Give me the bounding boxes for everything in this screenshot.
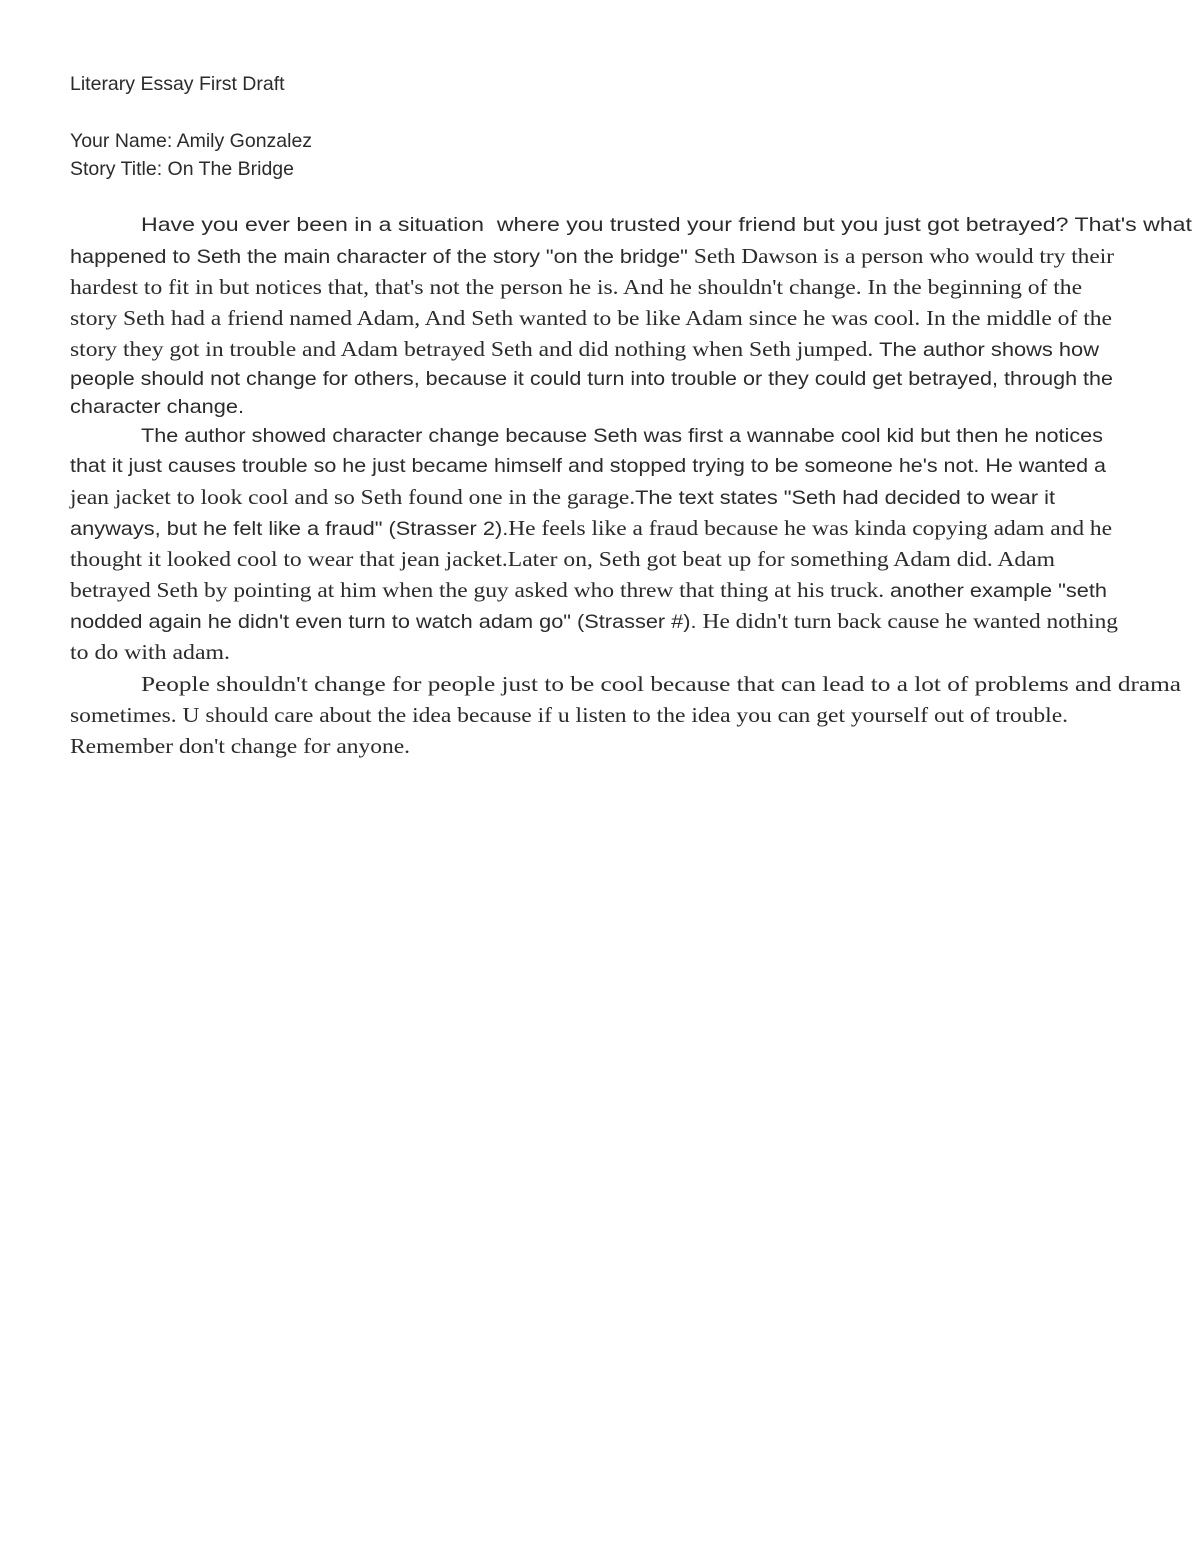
essay-text: jean jacket to look cool and so Seth found one in the garage. <box>70 485 636 509</box>
essay-line <box>70 454 1106 479</box>
essay-text: anyways, but he felt like a fraud" (Strasser 2). <box>70 518 509 540</box>
essay-line <box>70 609 1118 635</box>
essay-text: sometimes. U should care about the idea because if u listen to the idea you can get yourself out of trouble. <box>70 703 1069 727</box>
essay-text: thought it looked cool to wear that jean jacket.Later on, Seth got beat up for something Adam did. Adam <box>70 547 1055 571</box>
essay-text: Seth Dawson is a person who would try their <box>693 244 1114 268</box>
essay-text: story Seth had a friend named Adam, And Seth wanted to be like Adam since he was cool. In the middle of the <box>70 306 1113 330</box>
essay-text: hardest to fit in but notices that, that's not the person he is. And he shouldn't change. In the beginning of the <box>70 275 1083 299</box>
essay-line <box>70 244 1114 270</box>
story-title-line: Story Title: On The Bridge <box>70 158 294 180</box>
essay-text: happened to Seth the main character of the story "on the bridge" <box>70 246 694 268</box>
essay-text: character change. <box>70 396 244 418</box>
essay-text: He didn't turn back cause he wanted nothing <box>702 609 1119 633</box>
essay-text: The author showed character change because Seth was first a wannabe cool kid but then he notices <box>141 425 1104 447</box>
essay-text: Have you ever been in a situation where you trusted your friend but you just got betrayed? That's what <box>141 214 1192 236</box>
essay-text: to do with adam. <box>70 640 231 664</box>
essay-text: People shouldn't change for people just to be cool because that can lead to a lot of problems and drama <box>141 672 1182 696</box>
essay-line <box>70 547 1055 573</box>
essay-line <box>70 640 230 666</box>
essay-line <box>70 275 1082 301</box>
essay-line <box>70 734 410 760</box>
essay-text: people should not change for others, because it could turn into trouble or they could get betrayed, through the <box>70 368 1113 390</box>
essay-line <box>70 306 1112 332</box>
essay-text: story they got in trouble and Adam betrayed Seth and did nothing when Seth jumped. <box>70 337 880 361</box>
essay-line <box>70 395 244 420</box>
essay-line <box>141 672 1181 698</box>
essay-line <box>70 516 1112 542</box>
essay-line <box>141 424 1103 449</box>
document-title: Literary Essay First Draft <box>70 73 285 95</box>
essay-line <box>70 485 1055 511</box>
essay-text: The text states "Seth had decided to wear it <box>635 487 1056 509</box>
essay-line <box>70 337 1099 363</box>
essay-line <box>70 578 1107 604</box>
author-name-line: Your Name: Amily Gonzalez <box>70 130 313 152</box>
essay-line <box>70 703 1068 729</box>
essay-text: that it just causes trouble so he just became himself and stopped trying to be someone he's not. He wanted a <box>70 455 1107 477</box>
essay-text: The author shows how <box>879 339 1100 361</box>
essay-text: another example "seth <box>890 580 1108 602</box>
essay-text: nodded again he didn't even turn to watch adam go" (Strasser #). <box>70 611 703 633</box>
essay-text: betrayed Seth by pointing at him when the guy asked who threw that thing at his truck. <box>70 578 891 602</box>
essay-text: Remember don't change for anyone. <box>70 734 411 758</box>
essay-text: He feels like a fraud because he was kinda copying adam and he <box>508 516 1113 540</box>
essay-line <box>141 213 1192 238</box>
essay-line <box>70 367 1113 392</box>
